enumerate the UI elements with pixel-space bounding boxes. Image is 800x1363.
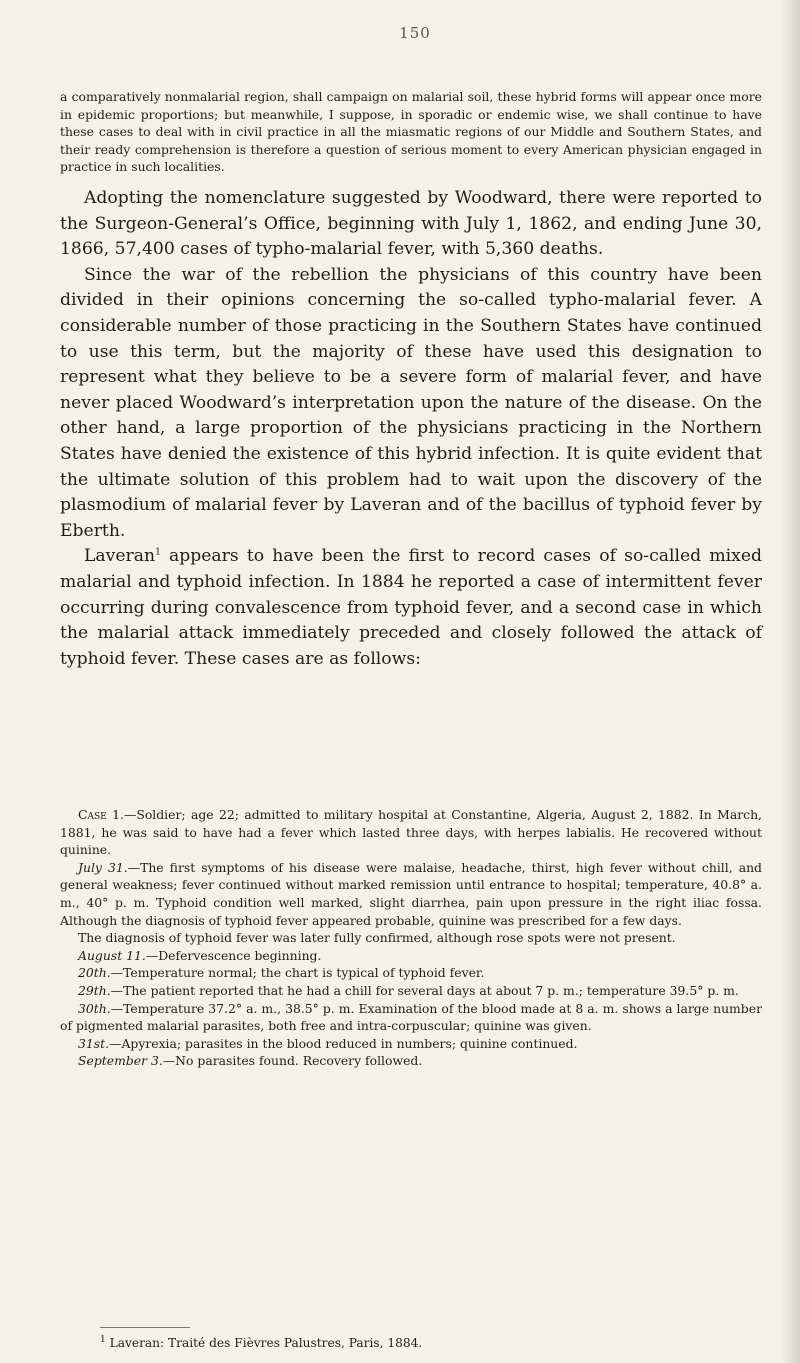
entry-text: —Temperature normal; the chart is typical of typhoid fever. bbox=[110, 965, 485, 981]
case-entry bbox=[60, 1000, 762, 1035]
footnote-mark: 1 bbox=[100, 1334, 106, 1345]
case-report bbox=[60, 806, 762, 1070]
paragraph-adopting: Adopting the nomenclature suggested by Woodward, there were reported to the Surgeon-General’s Office, beginning with July 1, 1862, and ending June 30, 1866, 57,400 cases of typho-malarial fever, with 5,360 deaths. bbox=[60, 188, 762, 260]
page-number: 150 bbox=[399, 24, 431, 42]
case-intro bbox=[60, 806, 762, 859]
case-text: —Soldier; age 22; admitted to military hospital at Constantine, Algeria, August 2, 1882. In March, 1881, he was said to have had a fever which lasted three days, with herpes labialis. He recovered without quinine. bbox=[60, 807, 763, 858]
paragraph-since: Since the war of the rebellion the physicians of this country have been divided in their opinions concerning the so-called typho-malarial fever. A considerable number of those practicing in the Southern States have continued to use this term, but the majority of these have used this designation to represent what they believe to be a severe form of malarial fever, and have never placed Woodward’s interpretation upon the nature of the disease. On the other hand, a large proportion of the physicians practicing in the Northern States have denied the existence of this hybrid infection. It is quite evident that the ultimate solution of this problem had to wait upon the discovery of the plasmodium of malarial fever by Laveran and of the bacillus of typhoid fever by Eberth. bbox=[60, 264, 762, 541]
entry-date: 30th. bbox=[78, 1000, 111, 1016]
footnote-text: Laveran: Traité des Fièvres Palustres, Paris, 1884. bbox=[105, 1336, 423, 1350]
entry-text: —No parasites found. Recovery followed. bbox=[162, 1053, 423, 1069]
entry-date: 29th. bbox=[78, 982, 111, 998]
entry-text: —The patient reported that he had a chill for several days at about 7 p. m.; temperature 39.5° p. m. bbox=[110, 982, 739, 998]
entry-date: August 11. bbox=[78, 947, 146, 963]
paragraph-laveran bbox=[60, 544, 762, 672]
entry-text: —Apyrexia; parasites in the blood reduced in numbers; quinine continued. bbox=[109, 1035, 578, 1051]
case-entry bbox=[60, 1035, 762, 1053]
entry-text: —Temperature 37.2° a. m., 38.5° p. m. Examination of the blood made at 8 a. m. shows a large number of pigmented malarial parasites, both free and intra-corpuscular; quinine was given. bbox=[60, 1000, 762, 1034]
entry-date: September 3. bbox=[78, 1053, 163, 1069]
footnote-divider bbox=[100, 1327, 190, 1328]
entry-text: The diagnosis of typhoid fever was later fully confirmed, although rose spots were not present. bbox=[78, 930, 676, 946]
entry-date: July 31. bbox=[78, 859, 128, 875]
footnote bbox=[100, 1336, 422, 1350]
case-entry bbox=[60, 859, 762, 929]
entry-text: —Defervescence beginning. bbox=[145, 947, 322, 963]
entry-date: 31st. bbox=[78, 1035, 110, 1051]
main-text bbox=[60, 186, 762, 672]
case-entry bbox=[60, 1052, 762, 1070]
intro-paragraph: a comparatively nonmalarial region, shall campaign on malarial soil, these hybrid forms will appear once more in epidemic proportions; but meanwhile, I suppose, in sporadic or endemic wise, we shall continue to have these cases to deal with in civil practice in all the miasmatic regions of our Middle and Southern States, and their ready comprehension is therefore a question of serious moment to every American physician engaged in practice in such localities. bbox=[60, 89, 762, 175]
page-edge-shadow bbox=[782, 0, 800, 1363]
case-entry bbox=[60, 982, 762, 1000]
footnote-ref: 1 bbox=[155, 547, 161, 558]
entry-date: 20th. bbox=[78, 965, 111, 981]
case-entry bbox=[60, 929, 762, 947]
case-entry bbox=[60, 964, 762, 982]
entry-text: —The first symptoms of his disease were malaise, headache, thirst, high fever without chill, and general weakness; fever continued without marked remission until entrance to hospital; temperature, 40.8° a. m., 40° p. m. Typhoid condition well marked, slight diarrhea, pain upon pressure in the right iliac fossa. Although the diagnosis of typhoid fever appeared probable, quinine was prescribed for a few days. bbox=[60, 859, 762, 928]
laveran-rest: appears to have been the first to record cases of so-called mixed malarial and typhoid infection. In 1884 he reported a case of intermittent fever occurring during convalescence from typhoid fever, and a second case in which the malarial attack immediately preceded and closely followed the attack of typhoid fever. These cases are as follows: bbox=[60, 546, 762, 669]
laveran-name: Laveran bbox=[84, 546, 156, 567]
case-entry bbox=[60, 947, 762, 965]
case-label: Case 1. bbox=[78, 807, 124, 822]
